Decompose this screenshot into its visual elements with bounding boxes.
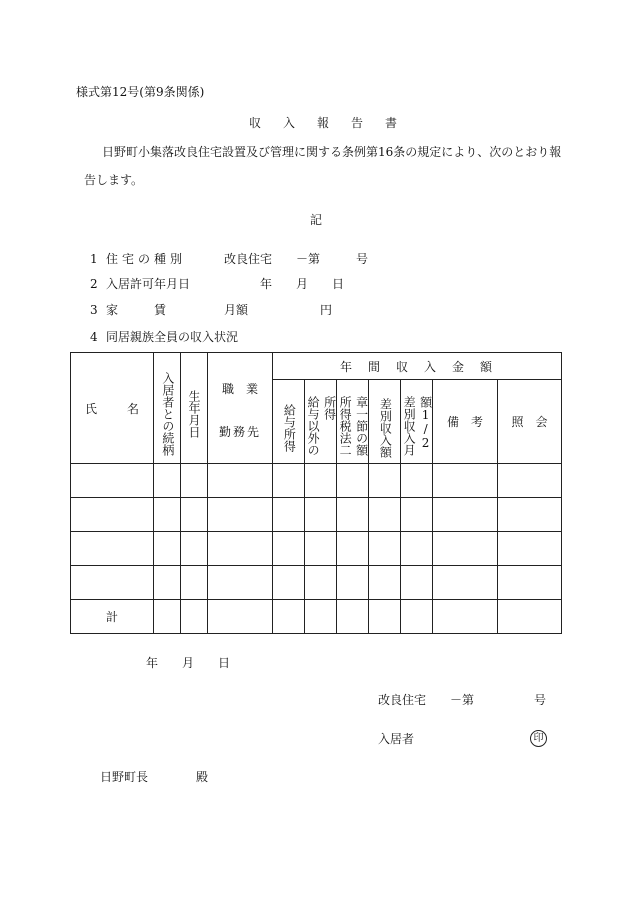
document-title: [238, 117, 408, 129]
item-label: 入居許可年月日: [106, 277, 191, 291]
cell-difference-income[interactable]: [369, 532, 401, 566]
cell-birthdate[interactable]: [181, 464, 208, 498]
header-other-income: 所得 給与以外の: [305, 380, 337, 464]
seal-mark: 印: [530, 730, 547, 747]
table-row: [71, 498, 562, 532]
cell-name[interactable]: [71, 566, 154, 600]
cell-tax-law[interactable]: [337, 532, 369, 566]
cell-other-income[interactable]: [305, 464, 337, 498]
cell-salary[interactable]: [273, 532, 305, 566]
cell-inquiry[interactable]: [498, 600, 562, 634]
cell-difference-income[interactable]: [369, 498, 401, 532]
cell-other-income[interactable]: [305, 600, 337, 634]
header-relation: 入居者との続柄: [154, 353, 181, 464]
cell-inquiry[interactable]: [498, 566, 562, 600]
cell-difference-monthly[interactable]: [401, 600, 433, 634]
item-number: 2: [90, 277, 98, 291]
cell-inquiry[interactable]: [498, 464, 562, 498]
item-label: 家 賃: [106, 303, 167, 317]
title-char: 書: [384, 116, 397, 130]
cell-inquiry[interactable]: [498, 532, 562, 566]
ki-heading: 記: [310, 213, 323, 227]
header-birthdate: 生年月日: [181, 353, 208, 464]
total-row: [71, 600, 562, 634]
cell-salary[interactable]: [273, 600, 305, 634]
header-salary-income: 給与所得: [273, 380, 305, 464]
intro-text: 日野町小集落改良住宅設置及び管理に関する条例第16条の規定により、次のとおり報: [102, 145, 562, 159]
cell-birthdate[interactable]: [181, 600, 208, 634]
item-number: 4: [90, 330, 98, 344]
header-remarks: 備 考: [433, 380, 498, 464]
cell-tax-law[interactable]: [337, 464, 369, 498]
cell-difference-monthly[interactable]: [401, 532, 433, 566]
intro-text-continued: 告します。: [84, 173, 144, 187]
header-inquiry: 照 会: [498, 380, 562, 464]
cell-relation[interactable]: [154, 464, 181, 498]
cell-other-income[interactable]: [305, 566, 337, 600]
resident-label: 入居者: [378, 732, 415, 746]
header-annual-income: 年 間 収 入 金 額: [273, 353, 562, 380]
cell-name[interactable]: [71, 498, 154, 532]
item-number: 3: [90, 303, 98, 317]
cell-other-income[interactable]: [305, 532, 337, 566]
cell-name[interactable]: [71, 532, 154, 566]
cell-remarks[interactable]: [433, 532, 498, 566]
item-label: 住宅の種別: [106, 252, 187, 266]
cell-salary[interactable]: [273, 464, 305, 498]
cell-birthdate[interactable]: [181, 498, 208, 532]
cell-name[interactable]: [71, 464, 154, 498]
table-row: [71, 464, 562, 498]
form-number: 様式第12号(第9条関係): [76, 85, 205, 99]
cell-difference-income[interactable]: [369, 600, 401, 634]
cell-inquiry[interactable]: [498, 498, 562, 532]
cell-tax-law[interactable]: [337, 600, 369, 634]
cell-salary[interactable]: [273, 498, 305, 532]
addressee: 日野町長 殿: [100, 770, 209, 784]
cell-remarks[interactable]: [433, 600, 498, 634]
cell-difference-income[interactable]: [369, 464, 401, 498]
cell-birthdate[interactable]: [181, 532, 208, 566]
cell-occupation[interactable]: [208, 532, 273, 566]
housing-number: 改良住宅 －第 号: [378, 693, 547, 707]
item-number: 1: [90, 252, 98, 266]
title-char: 報: [316, 116, 329, 130]
cell-relation[interactable]: [154, 498, 181, 532]
cell-remarks[interactable]: [433, 566, 498, 600]
cell-difference-monthly[interactable]: [401, 566, 433, 600]
header-occupation: 職 業 勤務先: [208, 353, 273, 464]
cell-difference-monthly[interactable]: [401, 464, 433, 498]
item-label: 同居親族全員の収入状況: [106, 330, 239, 344]
cell-remarks[interactable]: [433, 464, 498, 498]
item-value: 月額 円: [224, 303, 333, 317]
cell-relation[interactable]: [154, 566, 181, 600]
cell-tax-law[interactable]: [337, 498, 369, 532]
cell-tax-law[interactable]: [337, 566, 369, 600]
header-name: 氏 名: [71, 353, 154, 464]
cell-relation[interactable]: [154, 600, 181, 634]
cell-birthdate[interactable]: [181, 566, 208, 600]
title-char: 収: [248, 116, 261, 130]
income-table: [70, 352, 562, 634]
header-tax-law-amount: 章一節の額 所得税法二: [337, 380, 369, 464]
item-value: 年 月 日: [260, 277, 345, 291]
table-row: [71, 566, 562, 600]
cell-relation[interactable]: [154, 532, 181, 566]
cell-salary[interactable]: [273, 566, 305, 600]
cell-remarks[interactable]: [433, 498, 498, 532]
cell-difference-monthly[interactable]: [401, 498, 433, 532]
title-char: 入: [282, 116, 295, 130]
total-label: 計: [71, 600, 154, 634]
item-value: 改良住宅 －第 号: [224, 252, 369, 266]
cell-occupation[interactable]: [208, 464, 273, 498]
cell-difference-income[interactable]: [369, 566, 401, 600]
cell-occupation[interactable]: [208, 600, 273, 634]
title-char: 告: [350, 116, 363, 130]
header-difference-income: 差別収入額: [369, 380, 401, 464]
cell-other-income[interactable]: [305, 498, 337, 532]
table-row: [71, 532, 562, 566]
cell-occupation[interactable]: [208, 566, 273, 600]
cell-occupation[interactable]: [208, 498, 273, 532]
report-date: 年 月 日: [146, 656, 231, 670]
header-difference-monthly: 額1/2 差別収入月: [401, 380, 433, 464]
